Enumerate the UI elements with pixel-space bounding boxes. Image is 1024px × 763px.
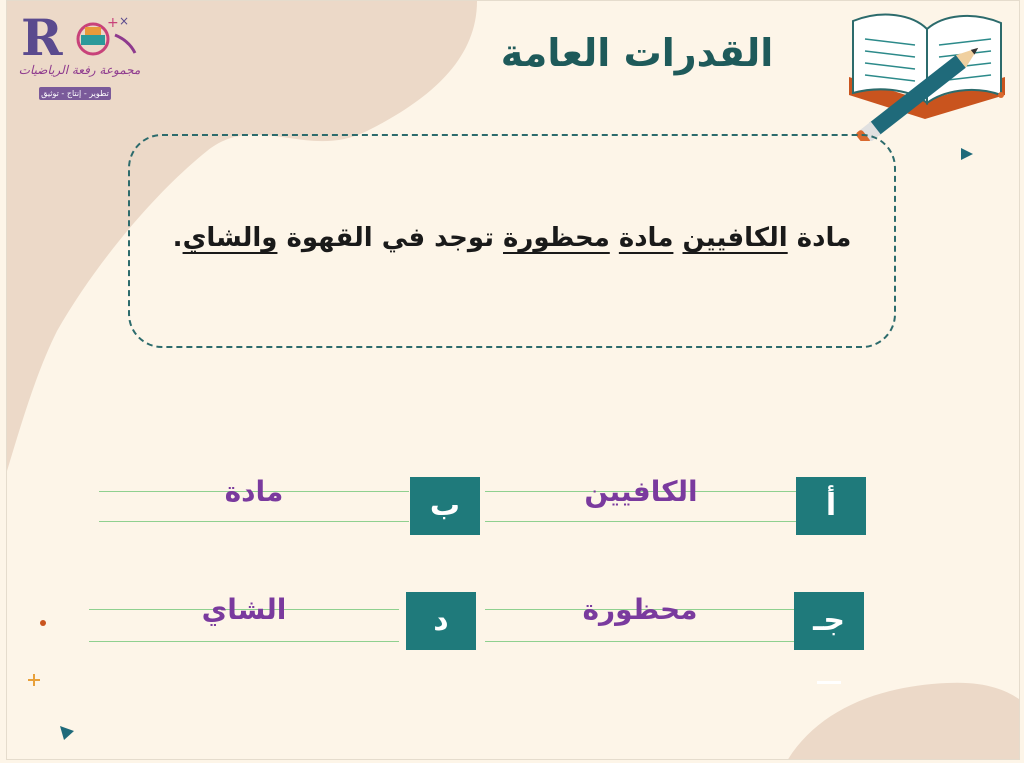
triangle-deco-icon: [59, 725, 75, 741]
svg-text:R: R: [21, 8, 63, 67]
option-b-badge[interactable]: ب: [410, 477, 480, 535]
background-blob-bottom-right: [787, 671, 1019, 760]
page-title: القدرات العامة: [500, 31, 774, 75]
underlined-word: محظورة: [503, 223, 610, 253]
option-a-text[interactable]: الكافيين: [584, 475, 698, 508]
option-line: [99, 521, 409, 522]
underlined-word: الكافيين: [682, 223, 788, 253]
sentence-text: [610, 223, 619, 253]
sentence-text: توجد في القهوة: [277, 223, 504, 253]
option-d-text[interactable]: الشاي: [201, 593, 287, 626]
slide: [6, 0, 1020, 760]
option-c-badge[interactable]: جـ: [794, 592, 864, 650]
option-a-badge[interactable]: أ: [796, 477, 866, 535]
book-pencil-icon: [843, 1, 1015, 141]
option-d-badge[interactable]: د: [406, 592, 476, 650]
option-c-text[interactable]: محظورة: [582, 593, 698, 626]
triangle-deco-icon: [960, 147, 974, 161]
option-line: [485, 521, 797, 522]
question-sentence: [128, 223, 896, 253]
underlined-word: والشاي: [182, 223, 278, 253]
logo-tagline: تطوير - إنتاج - توثيق: [39, 87, 111, 100]
plus-deco-icon: [27, 673, 41, 687]
dot-deco-icon: [39, 619, 47, 627]
svg-text:×: ×: [119, 14, 130, 28]
dash-deco: [817, 681, 841, 684]
sentence-text: مادة: [787, 223, 852, 253]
underlined-word: مادة: [618, 223, 674, 253]
logo-text: مجموعة رفعة الرياضيات: [18, 63, 141, 77]
svg-text:+: +: [107, 15, 119, 31]
sentence-text: .: [172, 223, 183, 253]
option-b-text[interactable]: مادة: [224, 475, 284, 508]
option-line: [89, 641, 399, 642]
option-line: [485, 641, 795, 642]
